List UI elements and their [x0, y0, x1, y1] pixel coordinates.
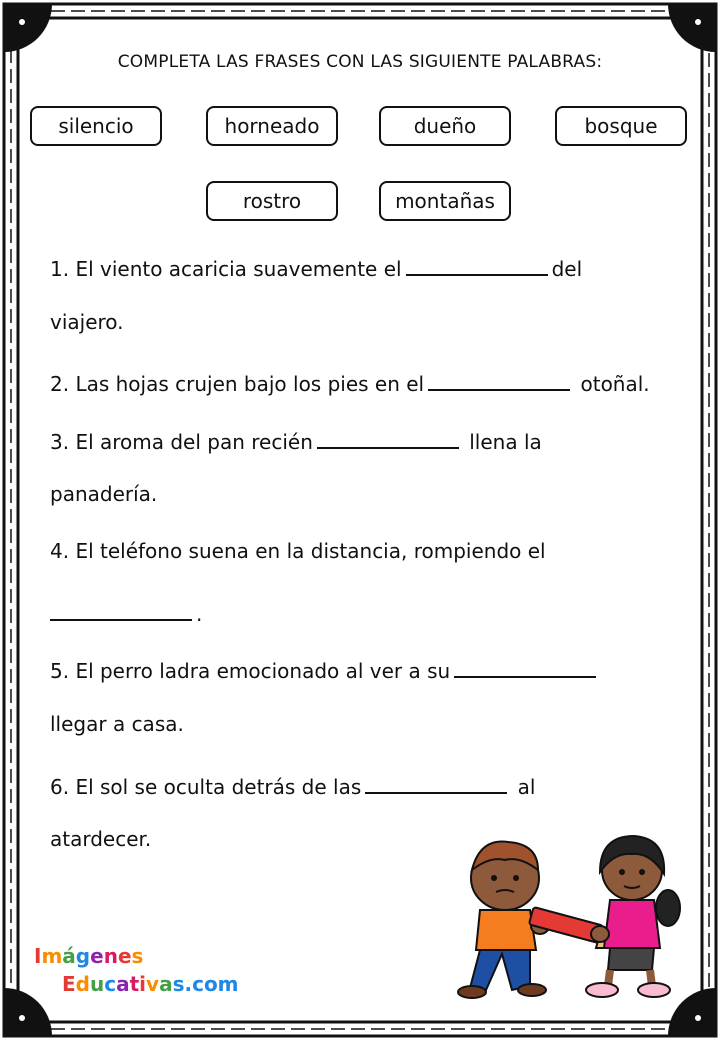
word-box-6: montañas	[379, 181, 511, 221]
answer-blank-2[interactable]	[428, 369, 570, 391]
logo-text-suffix: .com	[184, 972, 239, 996]
sentence-1-continued: viajero.	[50, 310, 124, 334]
sentence-6: 6. El sol se oculta detrás de las al	[50, 772, 535, 797]
girl-icon	[586, 836, 680, 997]
sentence-3-continued: panadería.	[50, 482, 158, 506]
sentence-2: 2. Las hojas crujen bajo los pies en el otoñal.	[50, 369, 650, 394]
sentence-5: 5. El perro ladra emocionado al ver a su	[50, 656, 600, 681]
sentence-6-continued: atardecer.	[50, 827, 152, 851]
sentence-1: 1. El viento acaricia suavemente el del	[50, 254, 582, 279]
logo-line-1	[34, 944, 143, 968]
word-box-2: horneado	[206, 106, 338, 146]
children-pencil-illustration	[450, 830, 690, 1000]
logo-text-2: Educativas	[62, 972, 185, 996]
word-box-5: rostro	[206, 181, 338, 221]
sentence-5-continued: llegar a casa.	[50, 712, 184, 736]
word-box-3: dueño	[379, 106, 511, 146]
word-box-1: silencio	[30, 106, 162, 146]
sentence-4: 4. El teléfono suena en la distancia, rompiendo el	[50, 539, 546, 563]
answer-blank-5[interactable]	[454, 656, 596, 678]
answer-blank-4[interactable]	[50, 599, 192, 621]
instruction-heading: COMPLETA LAS FRASES CON LAS SIGUIENTE PALABRAS:	[117, 52, 603, 72]
sentence-3: 3. El aroma del pan recién llena la	[50, 427, 542, 452]
answer-blank-6[interactable]	[365, 772, 507, 794]
answer-blank-1[interactable]	[406, 254, 548, 276]
logo-text-1: Imágenes	[34, 944, 144, 968]
sentence-4-continued: .	[50, 599, 202, 624]
logo-line-2	[62, 972, 239, 996]
answer-blank-3[interactable]	[317, 427, 459, 449]
word-box-4: bosque	[555, 106, 687, 146]
